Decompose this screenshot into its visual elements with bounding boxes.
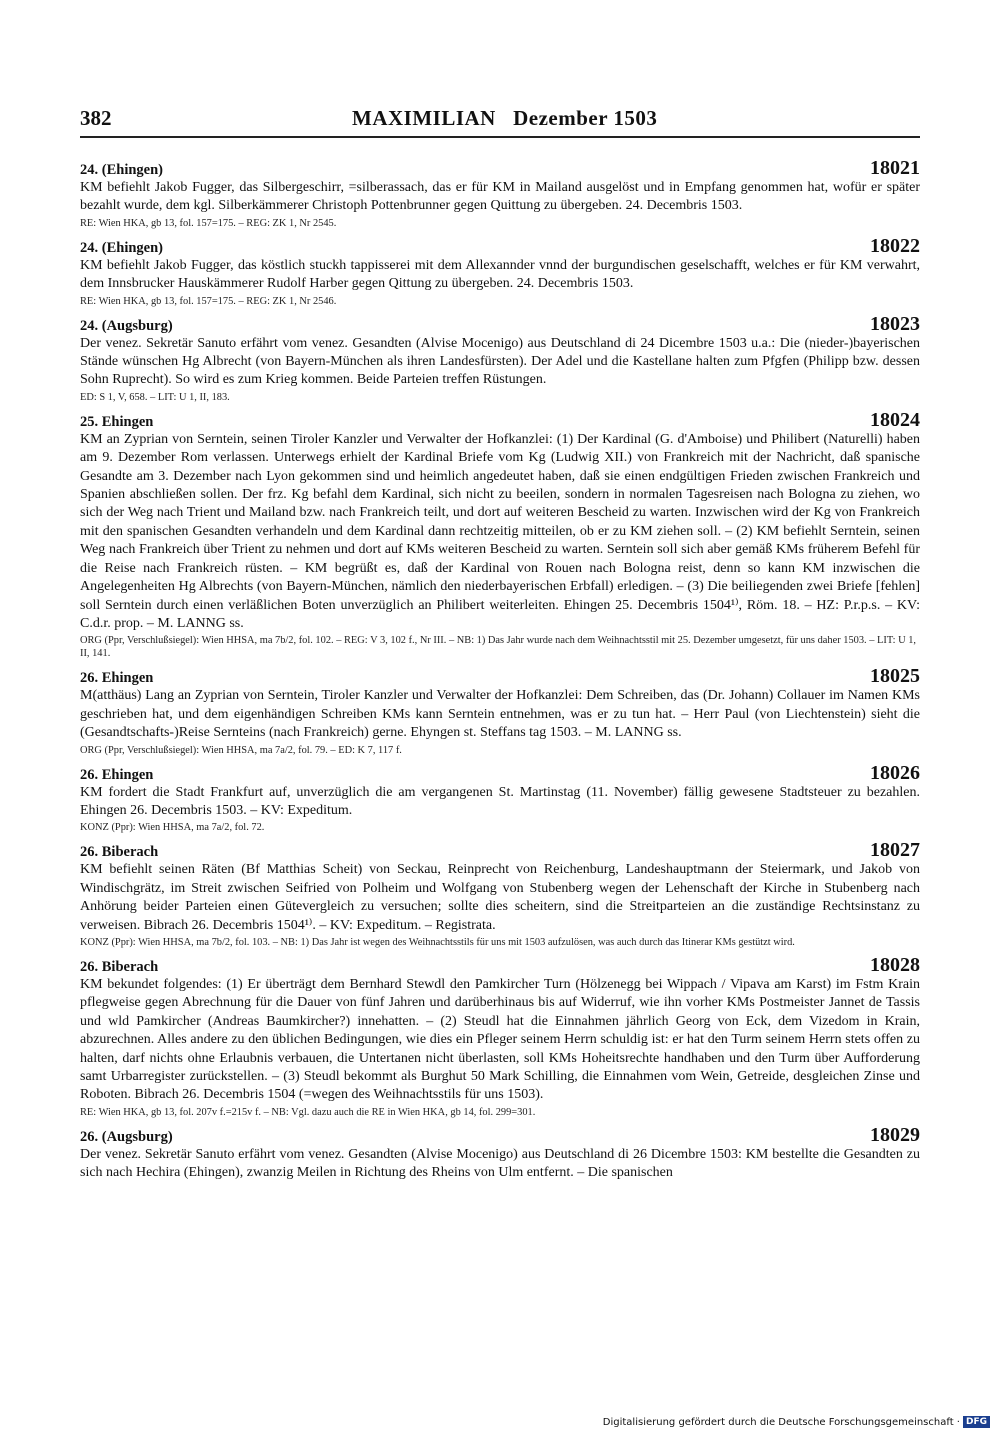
entry xyxy=(80,158,920,230)
entry-heading xyxy=(80,763,920,784)
entry-number: 18024 xyxy=(870,408,920,431)
entry-date: 26. Ehingen xyxy=(80,670,154,687)
entry-number: 18022 xyxy=(870,234,920,257)
entry-date: 24. (Ehingen) xyxy=(80,162,163,178)
entry-text: Der venez. Sekretär Sanuto erfährt vom venez. Gesandten (Alvise Mocenigo) aus Deutschland di 24 Dicembre 1503 u.a.: Die (nieder-)bayerischen Stände wünschen Hg Albrecht (von Bayern-München als ihren Landesfürsten). Der Adel und die Kastellane halten zum Pfgfen (Philipp bzw. dessen Sohn Ruprecht). So wird es zum Krieg kommen. Beide Parteien treffen Rüstungen. xyxy=(80,335,920,388)
entry-source: RE: Wien HKA, gb 13, fol. 207v f.=215v f. – NB: Vgl. dazu auch die RE in Wien HKA, gb 14, fol. 299=301. xyxy=(80,1106,536,1118)
page-title: MAXIMILIAN Dezember 1503 xyxy=(352,106,658,130)
entry xyxy=(80,763,920,835)
entry-source: RE: Wien HKA, gb 13, fol. 157=175. – REG: ZK 1, Nr 2545. xyxy=(80,217,337,229)
entry-heading xyxy=(80,666,920,687)
entry-number: 18029 xyxy=(870,1123,920,1146)
entry xyxy=(80,314,920,404)
footer-credit-text: Digitalisierung gefördert durch die Deutsche Forschungsgemeinschaft · xyxy=(602,1416,960,1428)
entry-number: 18021 xyxy=(870,157,920,179)
entry-text: KM befiehlt Jakob Fugger, das köstlich stuckh tappisserei mit dem Allexannder vnnd der burgundischen geselschafft, welches er für KM verwahrt, dem Innsbrucker Hauskämmerer Rudolf Harber gegen Qittung zu übergeben. 24. Decembris 1503. xyxy=(80,257,920,292)
entry-date: 25. Ehingen xyxy=(80,413,154,430)
footer-credit xyxy=(603,1416,990,1428)
entry-number: 18026 xyxy=(870,761,920,784)
entry-text: KM an Zyprian von Serntein, seinen Tiroler Kanzler und Verwalter der Hofkanzlei: (1) Der Kardinal (G. d'Amboise) und Philibert (Naturelli) haben am 9. Dezember Rom verlassen. Unterwegs erhielt der Kardinal Briefe vom Kg (Ludwig XII.) von Frankreich mit der Nachricht, daß spanische Gesandte am 3. Dezember nach Lyon gekommen sind und heimlich angedeutet haben, daß sie einen endgültigen Frieden zwischen Frankreich und Spanien abschließen sollen. Der frz. Kg befahl dem Kardinal, sich nicht zu beeilen, sondern in normalen Tagesreisen nach Bologna zu ziehen, wo sich der Weg nach Trient und Mailand bzw. nach Frankreich teilt, und dort auf weiteren Bescheid zu warten. Inzwischen wird der Kg von Frankreich mit den spanischen Gesandten verhandeln und dem Kardinal dann rechtzeitig mitteilen, ob er zu KM ziehen soll. – (2) KM befiehlt Serntein, seinen Weg nach Frankreich über Trient zu nehmen und dort auf KMs weiteren Bescheid zu warten. Serntein soll sich aber gemäß KMs früherem Befehl für die Reise nach Frankreich rüsten. – KM begrüßt es, daß der Kardinal von Rouen nach Bologna reist, denn so kann KM inzwischen die Angelegenheiten Hg Albrechts (von Bayern-München, nämlich den niederbayerischen Erbfall) erledigen. – (3) Die beiliegenden zwei Briefe [fehlen] soll Serntein durch einen verläßlichen Boten unverzüglich an Philibert weiterleiten. Ehingen 25. Decembris 1504¹⁾, Röm. 18. – HZ: P.r.p.s. – KV: C.d.r. prop. – M. LANNG ss. xyxy=(80,431,920,631)
entry-source: ORG (Ppr, Verschlußsiegel): Wien HHSA, ma 7a/2, fol. 79. – ED: K 7, 117 f. xyxy=(80,744,402,756)
entry-number: 18027 xyxy=(870,839,920,862)
entry xyxy=(80,840,920,949)
entry-source: ORG (Ppr, Verschlußsiegel): Wien HHSA, ma 7b/2, fol. 102. – REG: V 3, 102 f., Nr III. – NB: 1) Das Jahr wurde nach dem Weihnachtsstil mit 25. Dezember umgesetzt, für uns daher 1503. – LIT: U 1, II, 141. xyxy=(80,635,917,660)
entry-source: KONZ (Ppr): Wien HHSA, ma 7b/2, fol. 103. – NB: 1) Das Jahr ist wegen des Weihnachtsstils für uns mit 1503 aufzulösen, was auch durch das Itinerar KMs gestützt wird. xyxy=(80,936,795,948)
entry-text: Der venez. Sekretär Sanuto erfährt vom venez. Gesandten (Alvise Mocenigo) aus Deutschland di 26 Dicembre 1503: KM bestellte die Gesandten zu sich nach Hechira (Ehingen), zwanzig Meilen in Richtung des Rheins von Ulm entfernt. – Die spanischen xyxy=(80,1146,920,1181)
entries-list xyxy=(80,158,920,1183)
entry-date: 26. (Augsburg) xyxy=(80,1128,173,1145)
entry xyxy=(80,666,920,756)
entry-text: KM befiehlt seinen Räten (Bf Matthias Scheit) von Seckau, Reinprecht von Reichenburg, Landeshauptmann der Steiermark, und Jakob von Windischgrätz, im Streit zwischen Seifried von Polheim und Wolfgang von Stubenberg wegen der Lehenschaft der Kirche in Stubenberg nach Anhörung beider Parteien einen Gütevergleich zu versuchen; sollte dies scheitern, sind die Streitparteien an die zuständige Rechtsinstanz zu verweisen. Bibrach 26. Decembris 1504¹⁾. – KV: Expeditum. – Registrata. xyxy=(80,862,920,933)
entry-heading xyxy=(80,840,920,861)
entry-source: KONZ (Ppr): Wien HHSA, ma 7a/2, fol. 72. xyxy=(80,822,265,834)
entry-heading xyxy=(80,236,920,257)
entry-heading xyxy=(80,410,920,431)
entry-number: 18025 xyxy=(870,665,920,688)
entry-heading xyxy=(80,314,920,335)
entry-source: ED: S 1, V, 658. – LIT: U 1, II, 183. xyxy=(80,391,230,403)
entry-date: 26. Biberach xyxy=(80,958,159,975)
entry-date: 26. Biberach xyxy=(80,844,159,861)
entry-date: 26. Ehingen xyxy=(80,766,154,783)
entry-date: 24. (Ehingen) xyxy=(80,239,163,256)
entry-number: 18028 xyxy=(870,953,920,976)
entry-source: RE: Wien HKA, gb 13, fol. 157=175. – REG: ZK 1, Nr 2546. xyxy=(80,295,337,307)
entry xyxy=(80,1125,920,1183)
entry xyxy=(80,236,920,308)
page-number: 382 xyxy=(80,106,112,130)
document-page xyxy=(80,106,920,1189)
entry-text: KM befiehlt Jakob Fugger, das Silbergeschirr, =silberassach, das er für KM in Mailand ausgelöst und in Empfang genommen hat, wofür er später bezahlt wurde, dem kgl. Silberkämmerer Christoph Pottenbrunner gegen Quittung zu übergeben. 24. Decembris 1503. xyxy=(80,180,920,214)
entry xyxy=(80,410,920,660)
entry-number: 18023 xyxy=(870,312,920,335)
entry-text: M(atthäus) Lang an Zyprian von Serntein, Tiroler Kanzler und Verwalter der Hofkanzlei: Dem Schreiben, das (Dr. Johann) Collauer im Namen KMs geschrieben hat, und dem eigenhändigen Schreiben KMs kann Serntein entnehmen, was er zu tun hat. – Herr Paul (von Liechtenstein) sieht die (Gesandtschafts-)Reise Sernteins (nach Frankreich) gerne. Ehyngen st. Steffans tag 1503. – M. LANNG ss. xyxy=(80,688,920,741)
running-head xyxy=(80,106,920,138)
dfg-logo: DFG xyxy=(963,1416,990,1428)
entry xyxy=(80,955,920,1119)
entry-text: KM fordert die Stadt Frankfurt auf, unverzüglich die am vergangenen St. Martinstag (11. November) fällig gewesene Stadtsteuer zu bezahlen. Ehingen 26. Decembris 1503. – KV: Expeditum. xyxy=(80,784,920,818)
entry-heading xyxy=(80,1125,920,1146)
entry-heading xyxy=(80,955,920,976)
entry-date: 24. (Augsburg) xyxy=(80,317,173,334)
entry-heading xyxy=(80,158,920,179)
entry-text: KM bekundet folgendes: (1) Er überträgt dem Bernhard Stewdl den Pamkircher Turn (Hölzenegg bei Wippach / Vipava am Karst) im Fstm Krain pflegweise gegen Abrechnung für die Dauer von fünf Jahren und darüberhinaus bis auf Widerruf, wie ihn vorher KMs Postmeister Jannet de Tassis und wld Pamkircher (Andreas Baumkircher?) innehatten. – (2) Steudl hat die Einnahmen jährlich Georg von Eck, dem Vizedom in Krain, abzurechnen. Alles andere zu den üblichen Bedingungen, wie dies ein Pfleger seinem Herrn schuldig ist: er hat den Turm seinem Herrn stets offen zu halten, darf nichts ohne Erlaubnis verbauen, die Untertanen nicht überlasten, soll KMs Hoheitsrechte handhaben und den Turm über Aufforderung samt Urbarregister zurückstellen. – (3) Steudl bekommt als Burghut 50 Mark Schilling, die Einnahmen vom Wein, Getreide, desgleichen Zinse und Roboten. Bibrach 26. Decembris 1504 (=wegen des Weihnachtsstils für uns 1503). xyxy=(80,976,920,1103)
